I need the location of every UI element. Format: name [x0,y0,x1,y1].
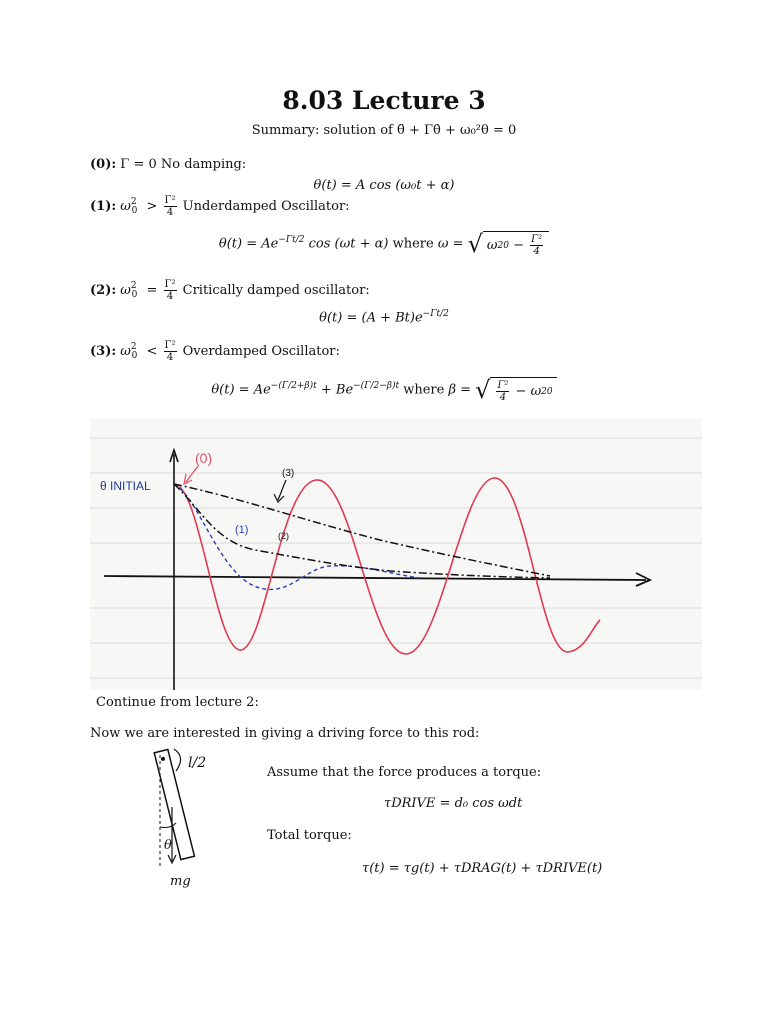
case-1-where: where [392,236,434,252]
rod-length-label: l/2 [188,755,207,771]
x-axis [104,576,646,580]
case-0-equation: θ(t) = A cos (ω₀t + α) [313,178,455,193]
case-3-label: (3): [90,344,117,359]
case-1-label: (1): [90,199,117,214]
case-3-sqrt: √ $\frac{\text{Γ²}}{4}$ − ω 2 0 [475,376,556,404]
driving-text: Now we are interested in giving a driving force to this rod: [90,726,480,741]
case-2-heading: (2): $\omega^2_0$ = $\frac{\text{Γ²}}{4}$ Critically damped oscillator: [90,279,370,302]
continue-text: Continue from lecture 2: [96,695,259,710]
notebook-lines [90,438,702,678]
curve-critical [174,484,550,578]
case-0-name: No damping: [160,157,247,172]
assume-text: Assume that the force produces a torque: [267,765,542,780]
case-2-eq-exp: −Γt/2 [422,309,449,319]
case-3-equation [0,376,768,404]
arrow-label-3 [274,480,286,502]
curve-undamped [174,478,600,654]
case-1-eq-var: ω = [437,236,464,252]
case-0-heading [90,157,246,172]
rod-mass-label: mg [170,874,191,889]
tau-total-equation: τ(t) = τg(t) + τDRAG(t) + τDRIVE(t) [362,861,603,876]
case-3-eq-b: + Be [320,382,354,398]
rod-sketch [140,745,230,897]
case-3-exp-b: −(Γ/2−β)t [353,381,400,392]
oscillation-sketch [90,418,702,690]
total-torque-text: Total torque: [267,828,352,843]
curve-overdamped [174,484,550,576]
rod-angle-label: θ [164,838,172,853]
case-2-label: (2): [90,283,117,298]
page-title: 8.03 Lecture 3 [282,86,486,115]
case-3-name: Overdamped Oscillator: [182,344,340,359]
case-1-eq-exp: −Γt/2 [278,235,305,246]
case-3-eq-var: β = [448,382,472,398]
sketch-label-0: (0) [195,450,213,466]
case-3-where: where [403,382,445,398]
case-3-eq-a: θ(t) = Ae [211,382,271,398]
oscillation-sketch-svg [90,418,702,690]
case-1-name: Underdamped Oscillator: [182,199,350,214]
sketch-label-2: (2) [278,531,289,541]
case-2-eq-left: θ(t) = (A + Bt)e [319,310,423,326]
rod-angle-arc [160,823,176,828]
case-0-label: (0): [90,157,117,172]
summary-line: Summary: solution of θ̈ + Γθ̇ + ω₀²θ = 0 [251,123,517,138]
case-1-eq-mid: cos (ωt + α) [308,236,389,252]
sketch-label-3: (3) [282,468,295,479]
case-3-heading: (3): $\omega^2_0$ < $\frac{\text{Γ²}}{4}$ Overdamped Oscillator: [90,340,340,363]
case-0-condition: Γ = 0 [120,157,157,172]
sketch-label-1: (1) [235,524,249,536]
rod-length-brace [174,749,181,771]
arrow-label-0 [184,466,198,484]
case-1-sqrt: √ ω 2 0 − $\frac{\text{Γ²}}{4}$ [468,230,550,258]
case-3-exp-a: −(Γ/2+β)t [270,381,317,392]
case-1-heading: (1): $\omega^2_0$ > $\frac{\text{Γ²}}{4}$ Underdamped Oscillator: [90,195,350,218]
case-1-equation [0,230,768,258]
case-2-equation [0,309,768,325]
case-1-eq-left: θ(t) = Ae [218,236,279,252]
case-2-name: Critically damped oscillator: [182,283,370,298]
sketch-label-initial: θ INITIAL [100,479,151,493]
tau-drive-equation: τDRIVE = d₀ cos ωdt [384,796,523,811]
